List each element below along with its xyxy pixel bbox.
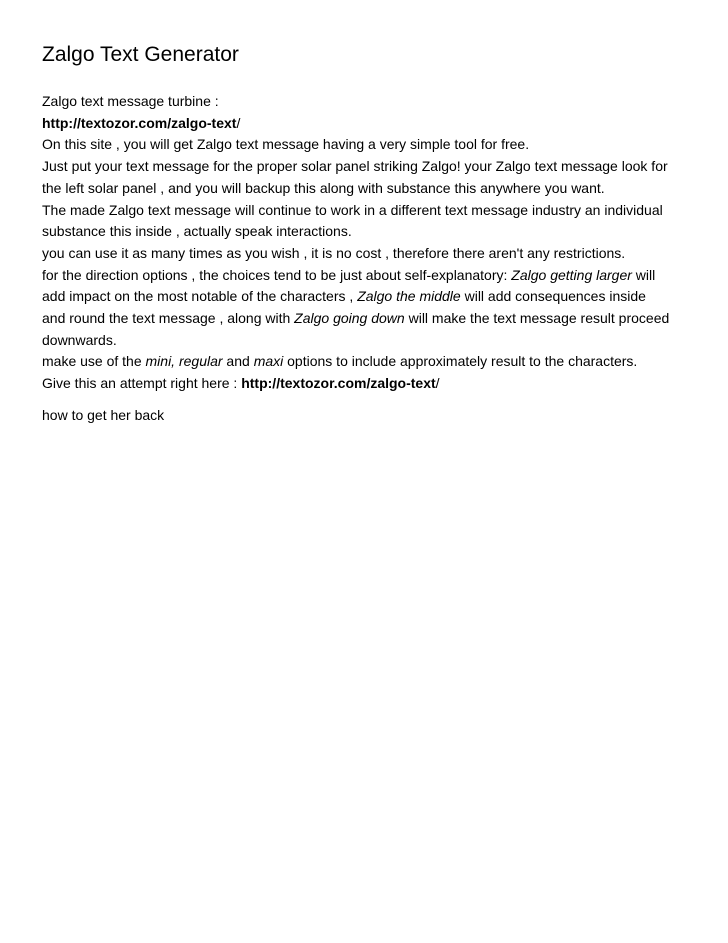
source-link-tail: / [236,114,241,131]
try-link[interactable]: http://textozor.com/zalgo-text [241,375,436,392]
body-line-6: you can use it as many times as you wish , it is no cost , therefore there aren't any restrictions. [42,244,626,261]
body-line-7 [42,265,692,287]
body-line-12 [42,373,692,395]
try-link-tail: / [435,375,440,392]
body-line-12-text: Give this an attempt right here : [42,375,242,392]
body-line-10: downwards. [42,331,117,348]
body-line-5: substance this inside , actually speak interactions. [42,223,352,240]
body-line-7-tail: will [631,266,656,283]
body-line-11 [42,351,692,373]
intro-line: Zalgo text message turbine : [42,93,219,109]
body-line-1: On this site , you will get Zalgo text message having a very simple tool for free. [42,136,530,153]
body-line-2: Just put your text message for the proper solar panel striking Zalgo! your Zalgo text message look for [42,158,668,175]
body-line-9 [42,308,692,330]
document-body [42,91,692,427]
zalgo-going-down-term: Zalgo going down [294,310,405,327]
page-title: Zalgo Text Generator [42,43,239,66]
body-line-8-tail: will add consequences inside [460,288,646,305]
zalgo-getting-larger-term: Zalgo getting larger [511,266,632,283]
mini-regular-term: mini, regular [145,353,223,370]
body-line-11-and: and [222,353,254,370]
body-line-8-text: add impact on the most notable of the characters , [42,288,358,305]
body-line-11-text: make use of the [42,353,146,370]
source-link-line [42,113,692,135]
body-line-7-text: for the direction options , the choices tend to be just about self-explanatory: [42,266,512,283]
maxi-term: maxi [253,353,284,370]
source-link[interactable]: http://textozor.com/zalgo-text [42,114,237,131]
zalgo-the-middle-term: Zalgo the middle [357,288,461,305]
body-line-9-text: and round the text message , along with [42,310,295,327]
body-line-8 [42,286,692,308]
body-line-4: The made Zalgo text message will continue to work in a different text message industry an individual [42,201,663,218]
footer-link[interactable]: how to get her back [42,406,165,423]
body-line-3: the left solar panel , and you will backup this along with substance this anywhere you want. [42,179,605,196]
body-line-11-tail: options to include approximately result to the characters. [283,353,638,370]
body-line-9-tail: will make the text message result proceed [404,310,670,327]
